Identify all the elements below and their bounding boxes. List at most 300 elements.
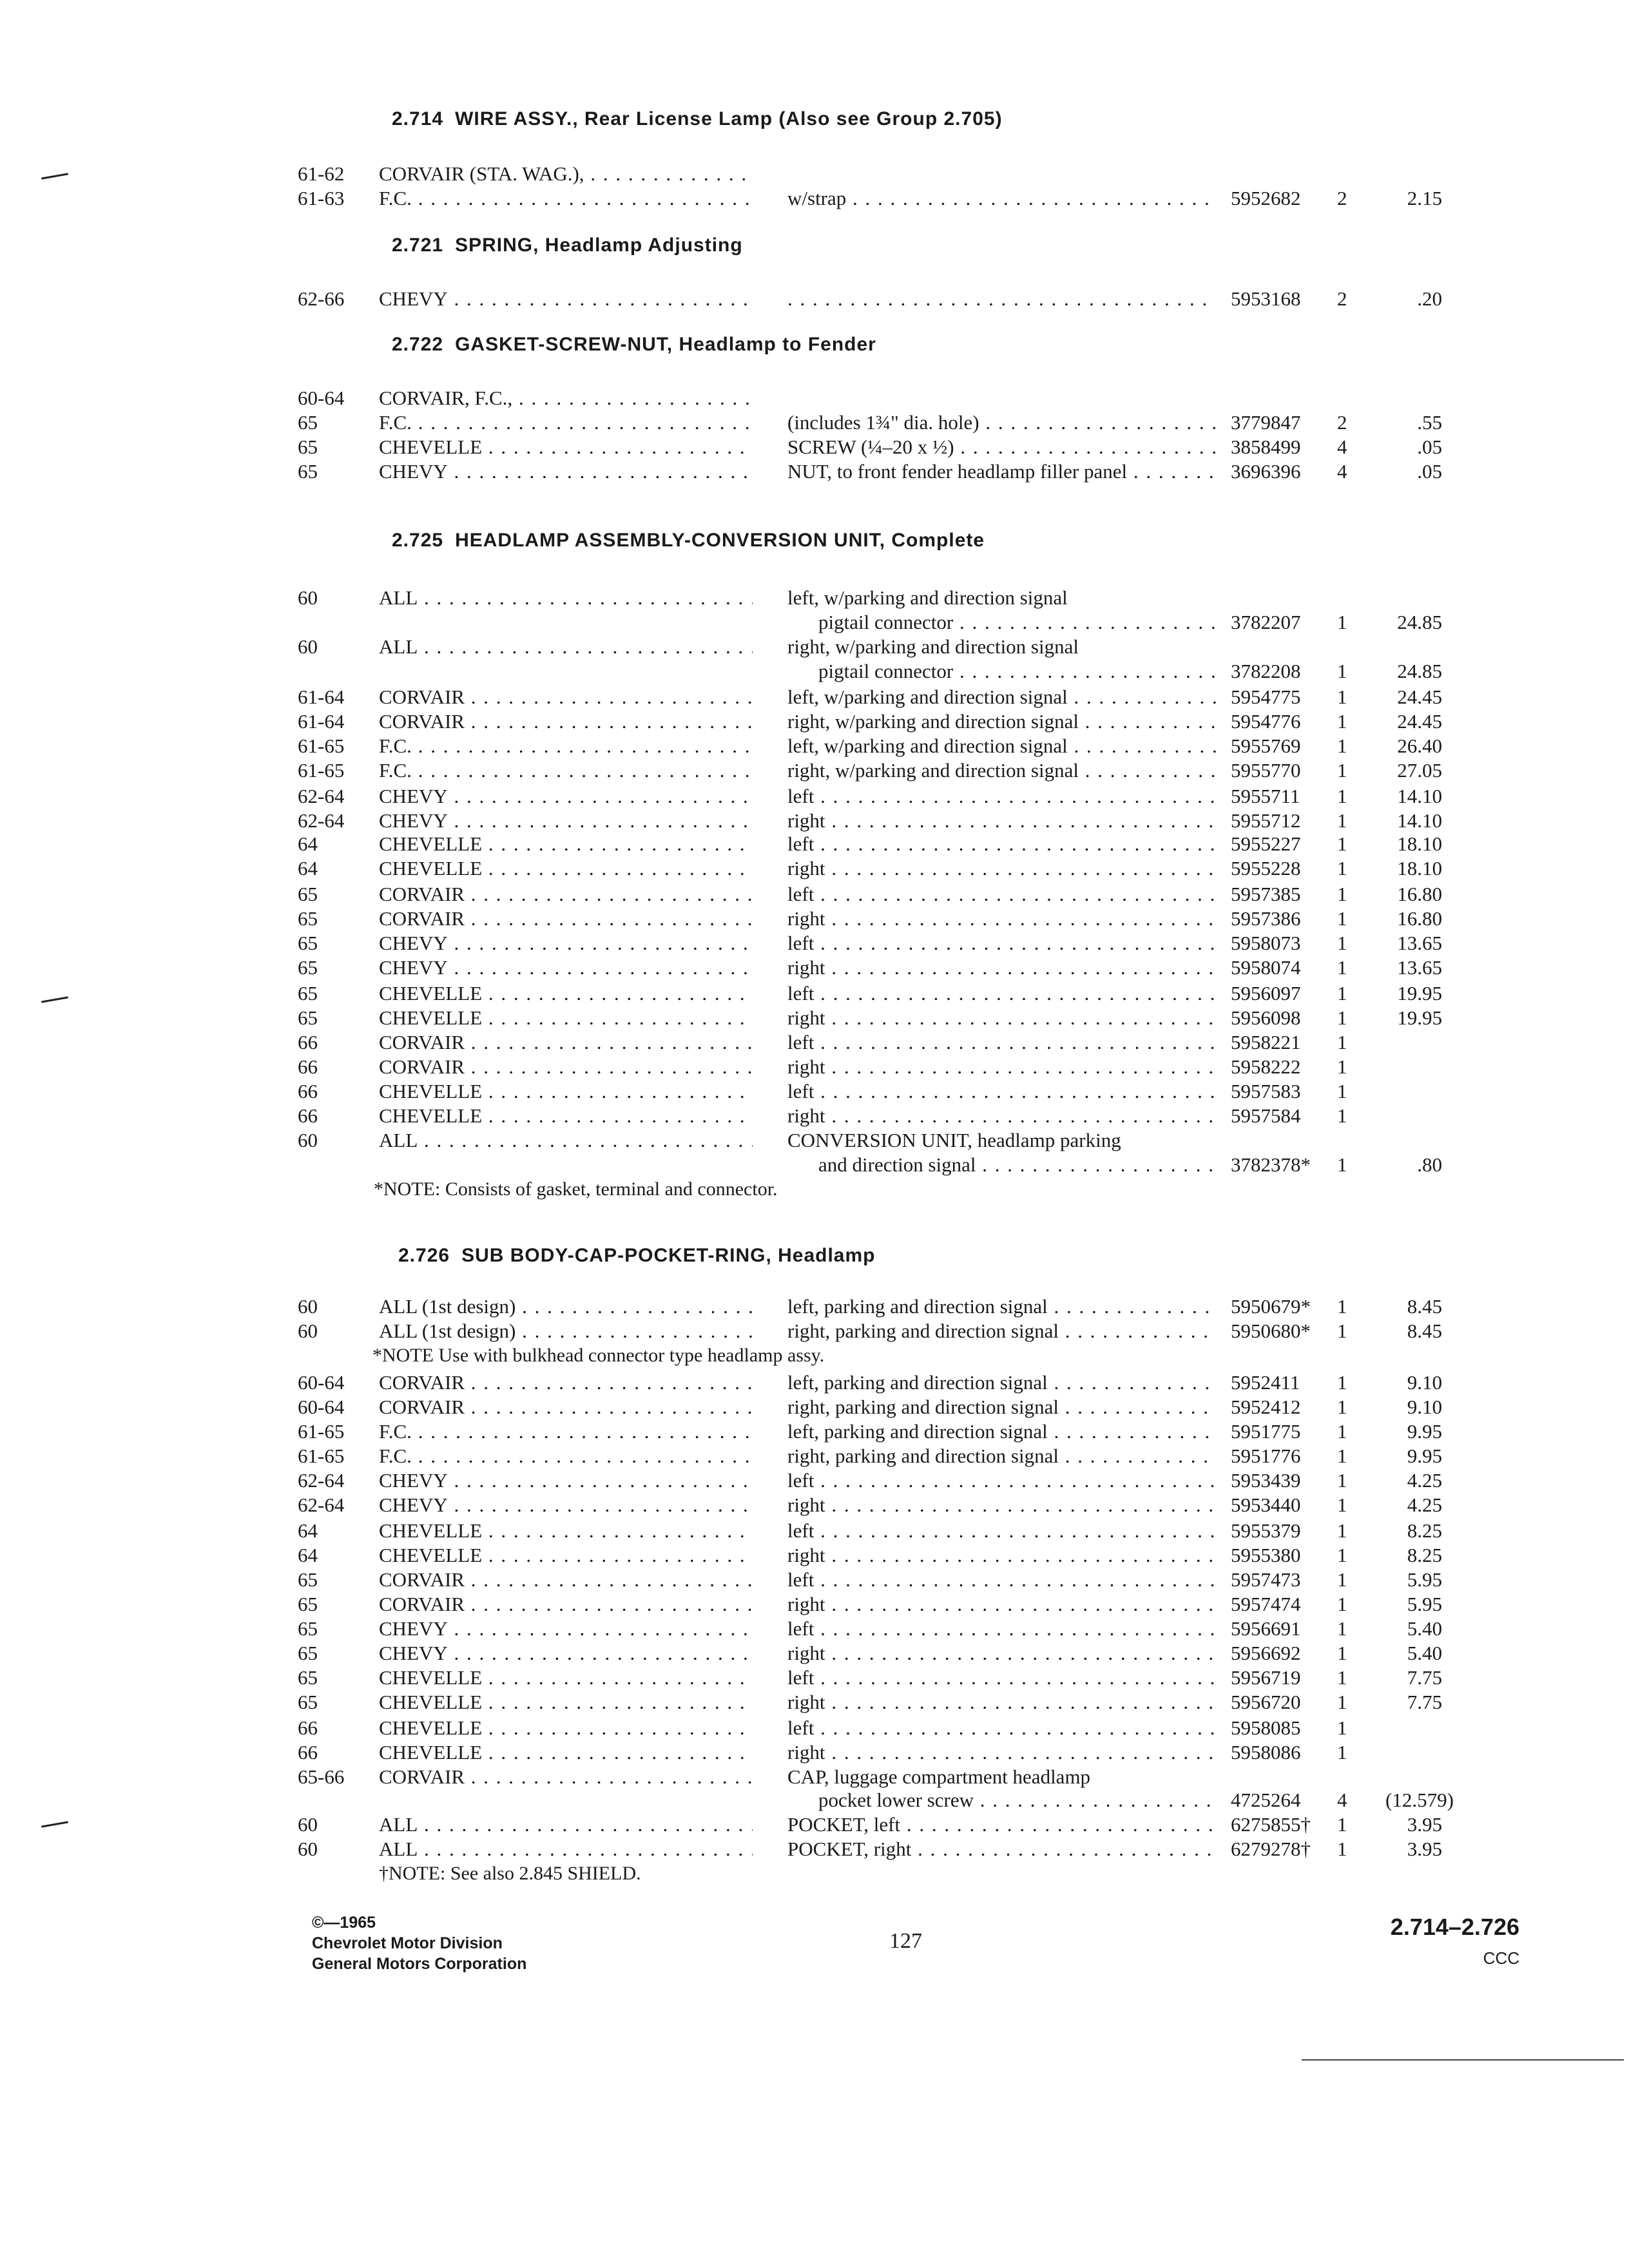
vehicle-model: F.C. . . . [379,1443,753,1469]
vehicle-model: CHEVY . . . [379,955,753,981]
part-description: left . . . [787,1665,1216,1691]
quantity: 1 [1337,982,1347,1004]
list-price: 9.95 [1407,1420,1442,1443]
part-description: left . . . [787,1518,1216,1544]
part-number: 5950679* [1231,1295,1311,1318]
quantity: 1 [1337,1617,1347,1640]
part-number: 5958222 [1231,1055,1301,1078]
part-description: right . . . [787,1054,1216,1080]
model-years: 60-64 [298,1396,345,1418]
part-description: left . . . [787,881,1216,907]
section-title [392,108,1003,130]
part-number: 5954776 [1231,710,1301,733]
part-description: right . . . [787,955,1216,981]
model-years: 66 [298,1055,318,1078]
parts-row [0,1394,1629,1420]
section-title [392,530,985,552]
part-description: right, parking and direction signal . . . [787,1394,1216,1420]
parts-row [0,1665,1629,1691]
section-title [398,1245,876,1267]
part-number: 6279278† [1231,1838,1311,1860]
part-description: left, parking and direction signal . . . [787,1370,1216,1396]
list-price: .55 [1417,411,1442,434]
quantity: 1 [1337,735,1347,757]
model-years: 65 [298,411,318,434]
part-number: 5953168 [1231,287,1301,310]
parts-row [0,610,1629,635]
part-description: left . . . [787,1567,1216,1593]
list-price: (12.579) [1385,1789,1454,1811]
model-years: 61-65 [298,759,345,782]
copyright-year: ©—1965 [312,1914,376,1932]
part-description: left, w/parking and direction signal [787,586,1068,609]
part-description: right . . . [787,856,1216,881]
parts-row [0,286,1629,312]
quantity: 1 [1337,832,1347,855]
parts-row [0,808,1629,834]
part-number: 5957474 [1231,1593,1301,1615]
part-number: 5953440 [1231,1494,1301,1516]
parts-row [0,1640,1629,1666]
corporation-name: General Motors Corporation [312,1955,527,1973]
quantity: 1 [1337,883,1347,905]
part-number: 5955712 [1231,809,1301,832]
part-description: right, w/parking and direction signal . . . [787,709,1216,735]
part-number: 5956720 [1231,1691,1301,1713]
part-number: 5957386 [1231,907,1301,930]
quantity: 1 [1337,1445,1347,1467]
part-description: left . . . [787,981,1216,1006]
vehicle-model: CHEVELLE . . . [379,1079,753,1104]
part-description: POCKET, right . . . [787,1836,1216,1862]
model-years: 65 [298,982,318,1004]
part-number: 3696396 [1231,460,1301,483]
quantity: 1 [1337,1741,1347,1763]
vehicle-model: CHEVELLE . . . [379,1740,753,1765]
list-price: 14.10 [1397,809,1442,832]
part-number: 5958074 [1231,956,1301,979]
group-number: 2.714 [392,108,444,130]
division-name: Chevrolet Motor Division [312,1934,503,1952]
parts-row [0,684,1629,710]
part-number: 5955769 [1231,735,1301,757]
quantity: 1 [1337,1519,1347,1542]
bottom-rule [1302,2059,1624,2061]
part-description: right, w/parking and direction signal [787,635,1079,658]
model-years: 60-64 [298,1371,345,1394]
group-range-block [1391,1914,1519,1968]
part-description: right . . . [787,1689,1216,1715]
part-description: NUT, to front fender headlamp filler panel . . . [787,459,1216,485]
parts-row [0,1054,1629,1080]
list-price: .05 [1417,460,1442,483]
list-price: 8.25 [1407,1519,1442,1542]
list-price: 24.45 [1397,686,1442,708]
parts-row [0,1079,1629,1104]
list-price: 26.40 [1397,735,1442,757]
part-description: right, w/parking and direction signal . . . [787,758,1216,783]
parts-row [0,831,1629,857]
part-number: 3782207 [1231,611,1301,633]
list-price: 24.85 [1397,660,1442,682]
quantity: 1 [1337,1691,1347,1713]
vehicle-model: F.C. . . . [379,733,753,759]
part-number: 5957473 [1231,1568,1301,1591]
vehicle-model: CORVAIR . . . [379,684,753,710]
part-description: left . . . [787,831,1216,857]
group-range: 2.714–2.726 [1390,1914,1519,1940]
model-years: 65 [298,1617,318,1640]
vehicle-model: CORVAIR . . . [379,1567,753,1593]
quantity: 1 [1337,1666,1347,1689]
model-years: 60 [298,1838,318,1860]
publisher-block [312,1912,526,1974]
vehicle-model: CHEVY . . . [379,783,753,809]
part-description: right . . . [787,1740,1216,1765]
parts-row [0,881,1629,907]
parts-row [0,1468,1629,1494]
list-price: 4.25 [1407,1469,1442,1492]
part-description: left, w/parking and direction signal . . . [787,684,1216,710]
quantity: 1 [1337,1295,1347,1318]
vehicle-model: ALL . . . [379,1812,753,1838]
part-description: left, parking and direction signal . . . [787,1294,1216,1320]
group-title: HEADLAMP ASSEMBLY-CONVERSION UNIT, Complete [455,530,985,551]
part-number: 5958085 [1231,1716,1301,1739]
part-number: 6275855† [1231,1813,1311,1836]
part-number: 3782208 [1231,660,1301,682]
model-years: 64 [298,857,318,879]
quantity: 1 [1337,1544,1347,1566]
model-years: 62-66 [298,287,345,310]
model-years: 60 [298,1295,318,1318]
model-years: 64 [298,1519,318,1542]
quantity: 1 [1337,1320,1347,1342]
model-years: 61-64 [298,686,345,708]
quantity: 1 [1337,932,1347,954]
parts-row [0,1715,1629,1741]
list-price: 18.10 [1397,857,1442,879]
part-number: 5956098 [1231,1006,1301,1029]
vehicle-model: ALL . . . [379,1128,753,1153]
model-years: 60 [298,1320,318,1342]
part-description: right . . . [787,906,1216,932]
part-description: right . . . [787,1103,1216,1129]
part-description: pigtail connector . . . [818,610,1216,635]
list-price: 7.75 [1407,1691,1442,1713]
quantity: 4 [1337,1789,1347,1811]
vehicle-model: CHEVY . . . [379,1616,753,1642]
vehicle-model: CORVAIR . . . [379,906,753,932]
quantity: 4 [1337,460,1347,483]
section-title [392,334,876,356]
parts-row [0,906,1629,932]
quantity: 1 [1337,686,1347,708]
vehicle-model: CORVAIR . . . [379,1394,753,1420]
vehicle-model: CHEVELLE . . . [379,434,753,460]
part-number: 5952412 [1231,1396,1301,1418]
list-price: 8.45 [1407,1320,1442,1342]
quantity: 1 [1337,710,1347,733]
list-price: 9.10 [1407,1371,1442,1394]
part-description: left . . . [787,783,1216,809]
parts-row [0,1812,1629,1838]
part-description: left . . . [787,930,1216,956]
part-number: 3782378* [1231,1153,1311,1176]
part-number: 5952682 [1231,187,1301,209]
parts-row [0,1128,1629,1153]
model-years: 66 [298,1031,318,1053]
quantity: 1 [1337,1055,1347,1078]
part-description: left . . . [787,1616,1216,1642]
part-description: right, parking and direction signal . . . [787,1318,1216,1344]
part-number: 5957583 [1231,1080,1301,1102]
quantity: 1 [1337,1593,1347,1615]
quantity: 1 [1337,1031,1347,1053]
list-price: 9.10 [1407,1396,1442,1418]
model-years: 60 [298,635,318,658]
quantity: 1 [1337,809,1347,832]
model-years: 65 [298,1568,318,1591]
part-description: right . . . [787,1492,1216,1518]
model-years: 65 [298,1642,318,1664]
vehicle-model: ALL . . . [379,585,753,611]
model-years: 60 [298,586,318,609]
quantity: 1 [1337,1080,1347,1102]
part-number: 5955228 [1231,857,1301,879]
vehicle-model: CHEVY . . . [379,1492,753,1518]
part-number: 4725264 [1231,1789,1301,1811]
model-years: 61-65 [298,1420,345,1443]
group-title: WIRE ASSY., Rear License Lamp (Also see Group 2.705) [455,108,1003,130]
quantity: 1 [1337,907,1347,930]
list-price: 3.95 [1407,1838,1442,1860]
section-title [392,235,743,256]
model-years: 65 [298,1593,318,1615]
part-number: 5957584 [1231,1104,1301,1127]
vehicle-model: CORVAIR, F.C., . . . [379,385,753,411]
list-price: 13.65 [1397,932,1442,954]
group-number: 2.721 [392,235,444,256]
vehicle-model: CHEVELLE . . . [379,831,753,857]
vehicle-model: F.C. . . . [379,410,753,436]
vehicle-model: CORVAIR . . . [379,881,753,907]
model-years: 66 [298,1104,318,1127]
vehicle-model: CHEVELLE . . . [379,1518,753,1544]
vehicle-model: CORVAIR . . . [379,1030,753,1055]
list-price: 3.95 [1407,1813,1442,1836]
quantity: 1 [1337,1396,1347,1418]
quantity: 1 [1337,759,1347,782]
parts-row [0,385,1629,411]
parts-row [0,1492,1629,1518]
parts-row [0,1030,1629,1055]
model-years: 65 [298,883,318,905]
vehicle-model: CHEVELLE . . . [379,856,753,881]
group-number: 2.726 [398,1245,450,1266]
model-years: 62-64 [298,785,345,807]
model-years: 61-64 [298,710,345,733]
parts-row [0,1836,1629,1862]
model-years: 65 [298,460,318,483]
part-description: left . . . [787,1079,1216,1104]
part-number: 5955227 [1231,832,1301,855]
vehicle-model: CORVAIR . . . [379,1591,753,1617]
part-number: 5958073 [1231,932,1301,954]
part-number: 5950680* [1231,1320,1311,1342]
list-price: 8.45 [1407,1295,1442,1318]
parts-row [0,1689,1629,1715]
part-description: CAP, luggage compartment headlamp [787,1765,1091,1788]
part-number: 5955380 [1231,1544,1301,1566]
vehicle-model: F.C. . . . [379,186,753,211]
list-price: 18.10 [1397,832,1442,855]
parts-row [0,955,1629,981]
part-description: and direction signal . . . [818,1152,1216,1178]
part-description: pocket lower screw . . . [818,1787,1216,1813]
model-years: 65 [298,1666,318,1689]
part-number: 3858499 [1231,436,1301,458]
vehicle-model: CORVAIR . . . [379,1764,753,1790]
list-price: 16.80 [1397,907,1442,930]
parts-row [0,1567,1629,1593]
model-years: 61-65 [298,1445,345,1467]
parts-row [0,1787,1629,1813]
page-number: 127 [889,1929,922,1953]
part-number: 5951775 [1231,1420,1301,1443]
section-note: *NOTE Use with bulkhead connector type headlamp assy. [372,1345,825,1366]
quantity: 2 [1337,287,1347,310]
vehicle-model: CHEVY . . . [379,286,753,312]
vehicle-model: CHEVELLE . . . [379,1715,753,1741]
parts-row [0,1542,1629,1568]
list-price: 16.80 [1397,883,1442,905]
vehicle-model: CORVAIR . . . [379,1054,753,1080]
section-note: *NOTE: Consists of gasket, terminal and connector. [374,1178,778,1200]
part-number: 5955379 [1231,1519,1301,1542]
parts-row [0,930,1629,956]
model-years: 64 [298,1544,318,1566]
vehicle-model: CHEVELLE . . . [379,1103,753,1129]
model-years: 65 [298,1691,318,1713]
group-title: GASKET-SCREW-NUT, Headlamp to Fender [455,334,876,355]
part-description: CONVERSION UNIT, headlamp parking [787,1129,1121,1151]
part-number: 5953439 [1231,1469,1301,1492]
model-years: 62-64 [298,1494,345,1516]
quantity: 1 [1337,1371,1347,1394]
part-number: 5956719 [1231,1666,1301,1689]
model-years: 60 [298,1813,318,1836]
model-years: 61-62 [298,162,345,185]
parts-row [0,658,1629,684]
model-years: 61-65 [298,735,345,757]
parts-row [0,1370,1629,1396]
parts-row [0,1443,1629,1469]
model-years: 65-66 [298,1765,345,1788]
model-years: 65 [298,436,318,458]
parts-row [0,1591,1629,1617]
vehicle-model: CHEVELLE . . . [379,1005,753,1031]
list-price: 19.95 [1397,982,1442,1004]
list-price: 27.05 [1397,759,1442,782]
part-description: left . . . [787,1030,1216,1055]
model-years: 65 [298,907,318,930]
part-description: right . . . [787,1640,1216,1666]
vehicle-model: ALL . . . [379,1836,753,1862]
part-description: pigtail connector . . . [818,658,1216,684]
quantity: 1 [1337,1813,1347,1836]
part-description: right . . . [787,1005,1216,1031]
model-years: 65 [298,956,318,979]
quantity: 1 [1337,1642,1347,1664]
list-price: 5.95 [1407,1568,1442,1591]
quantity: 1 [1337,1006,1347,1029]
parts-row [0,410,1629,436]
vehicle-model: CHEVY . . . [379,808,753,834]
quantity: 2 [1337,187,1347,209]
quantity: 1 [1337,1104,1347,1127]
quantity: 1 [1337,1716,1347,1739]
part-number: 5954775 [1231,686,1301,708]
group-title: SPRING, Headlamp Adjusting [455,235,743,256]
part-description: right, parking and direction signal . . . [787,1443,1216,1469]
vehicle-model: ALL (1st design) . . . [379,1318,753,1344]
vehicle-model: ALL . . . [379,634,753,660]
quantity: 4 [1337,436,1347,458]
model-years: 62-64 [298,809,345,832]
quantity: 1 [1337,1153,1347,1176]
parts-row [0,1318,1629,1344]
list-price: .05 [1417,436,1442,458]
part-description: left . . . [787,1715,1216,1741]
vehicle-model: ALL (1st design) . . . [379,1294,753,1320]
parts-row [0,1294,1629,1320]
vehicle-model: CHEVELLE . . . [379,981,753,1006]
parts-row [0,1005,1629,1031]
group-title: SUB BODY-CAP-POCKET-RING, Headlamp [461,1245,876,1266]
part-description: right . . . [787,1542,1216,1568]
parts-row [0,634,1629,660]
part-number: 3779847 [1231,411,1301,434]
parts-row [0,186,1629,211]
parts-row [0,1152,1629,1178]
parts-row [0,981,1629,1006]
model-years: 65 [298,932,318,954]
parts-row [0,1419,1629,1445]
vehicle-model: CHEVY . . . [379,459,753,485]
model-years: 65 [298,1006,318,1029]
vehicle-model: CORVAIR . . . [379,709,753,735]
part-number: 5956097 [1231,982,1301,1004]
list-price: .20 [1417,287,1442,310]
part-number: 5957385 [1231,883,1301,905]
vehicle-model: CHEVY . . . [379,1640,753,1666]
parts-row [0,1103,1629,1129]
catalog-code: CCC [1483,1948,1519,1968]
parts-row [0,733,1629,759]
quantity: 2 [1337,411,1347,434]
part-number: 5956691 [1231,1617,1301,1640]
part-number: 5955711 [1231,785,1300,807]
parts-row [0,1764,1629,1790]
parts-row [0,434,1629,460]
parts-row [0,1740,1629,1765]
part-description: left, w/parking and direction signal . . . [787,733,1216,759]
model-years: 66 [298,1080,318,1102]
part-number: 5952411 [1231,1371,1300,1394]
part-description: right . . . [787,1591,1216,1617]
part-description: (includes 1¾" dia. hole) . . . [787,410,1216,436]
